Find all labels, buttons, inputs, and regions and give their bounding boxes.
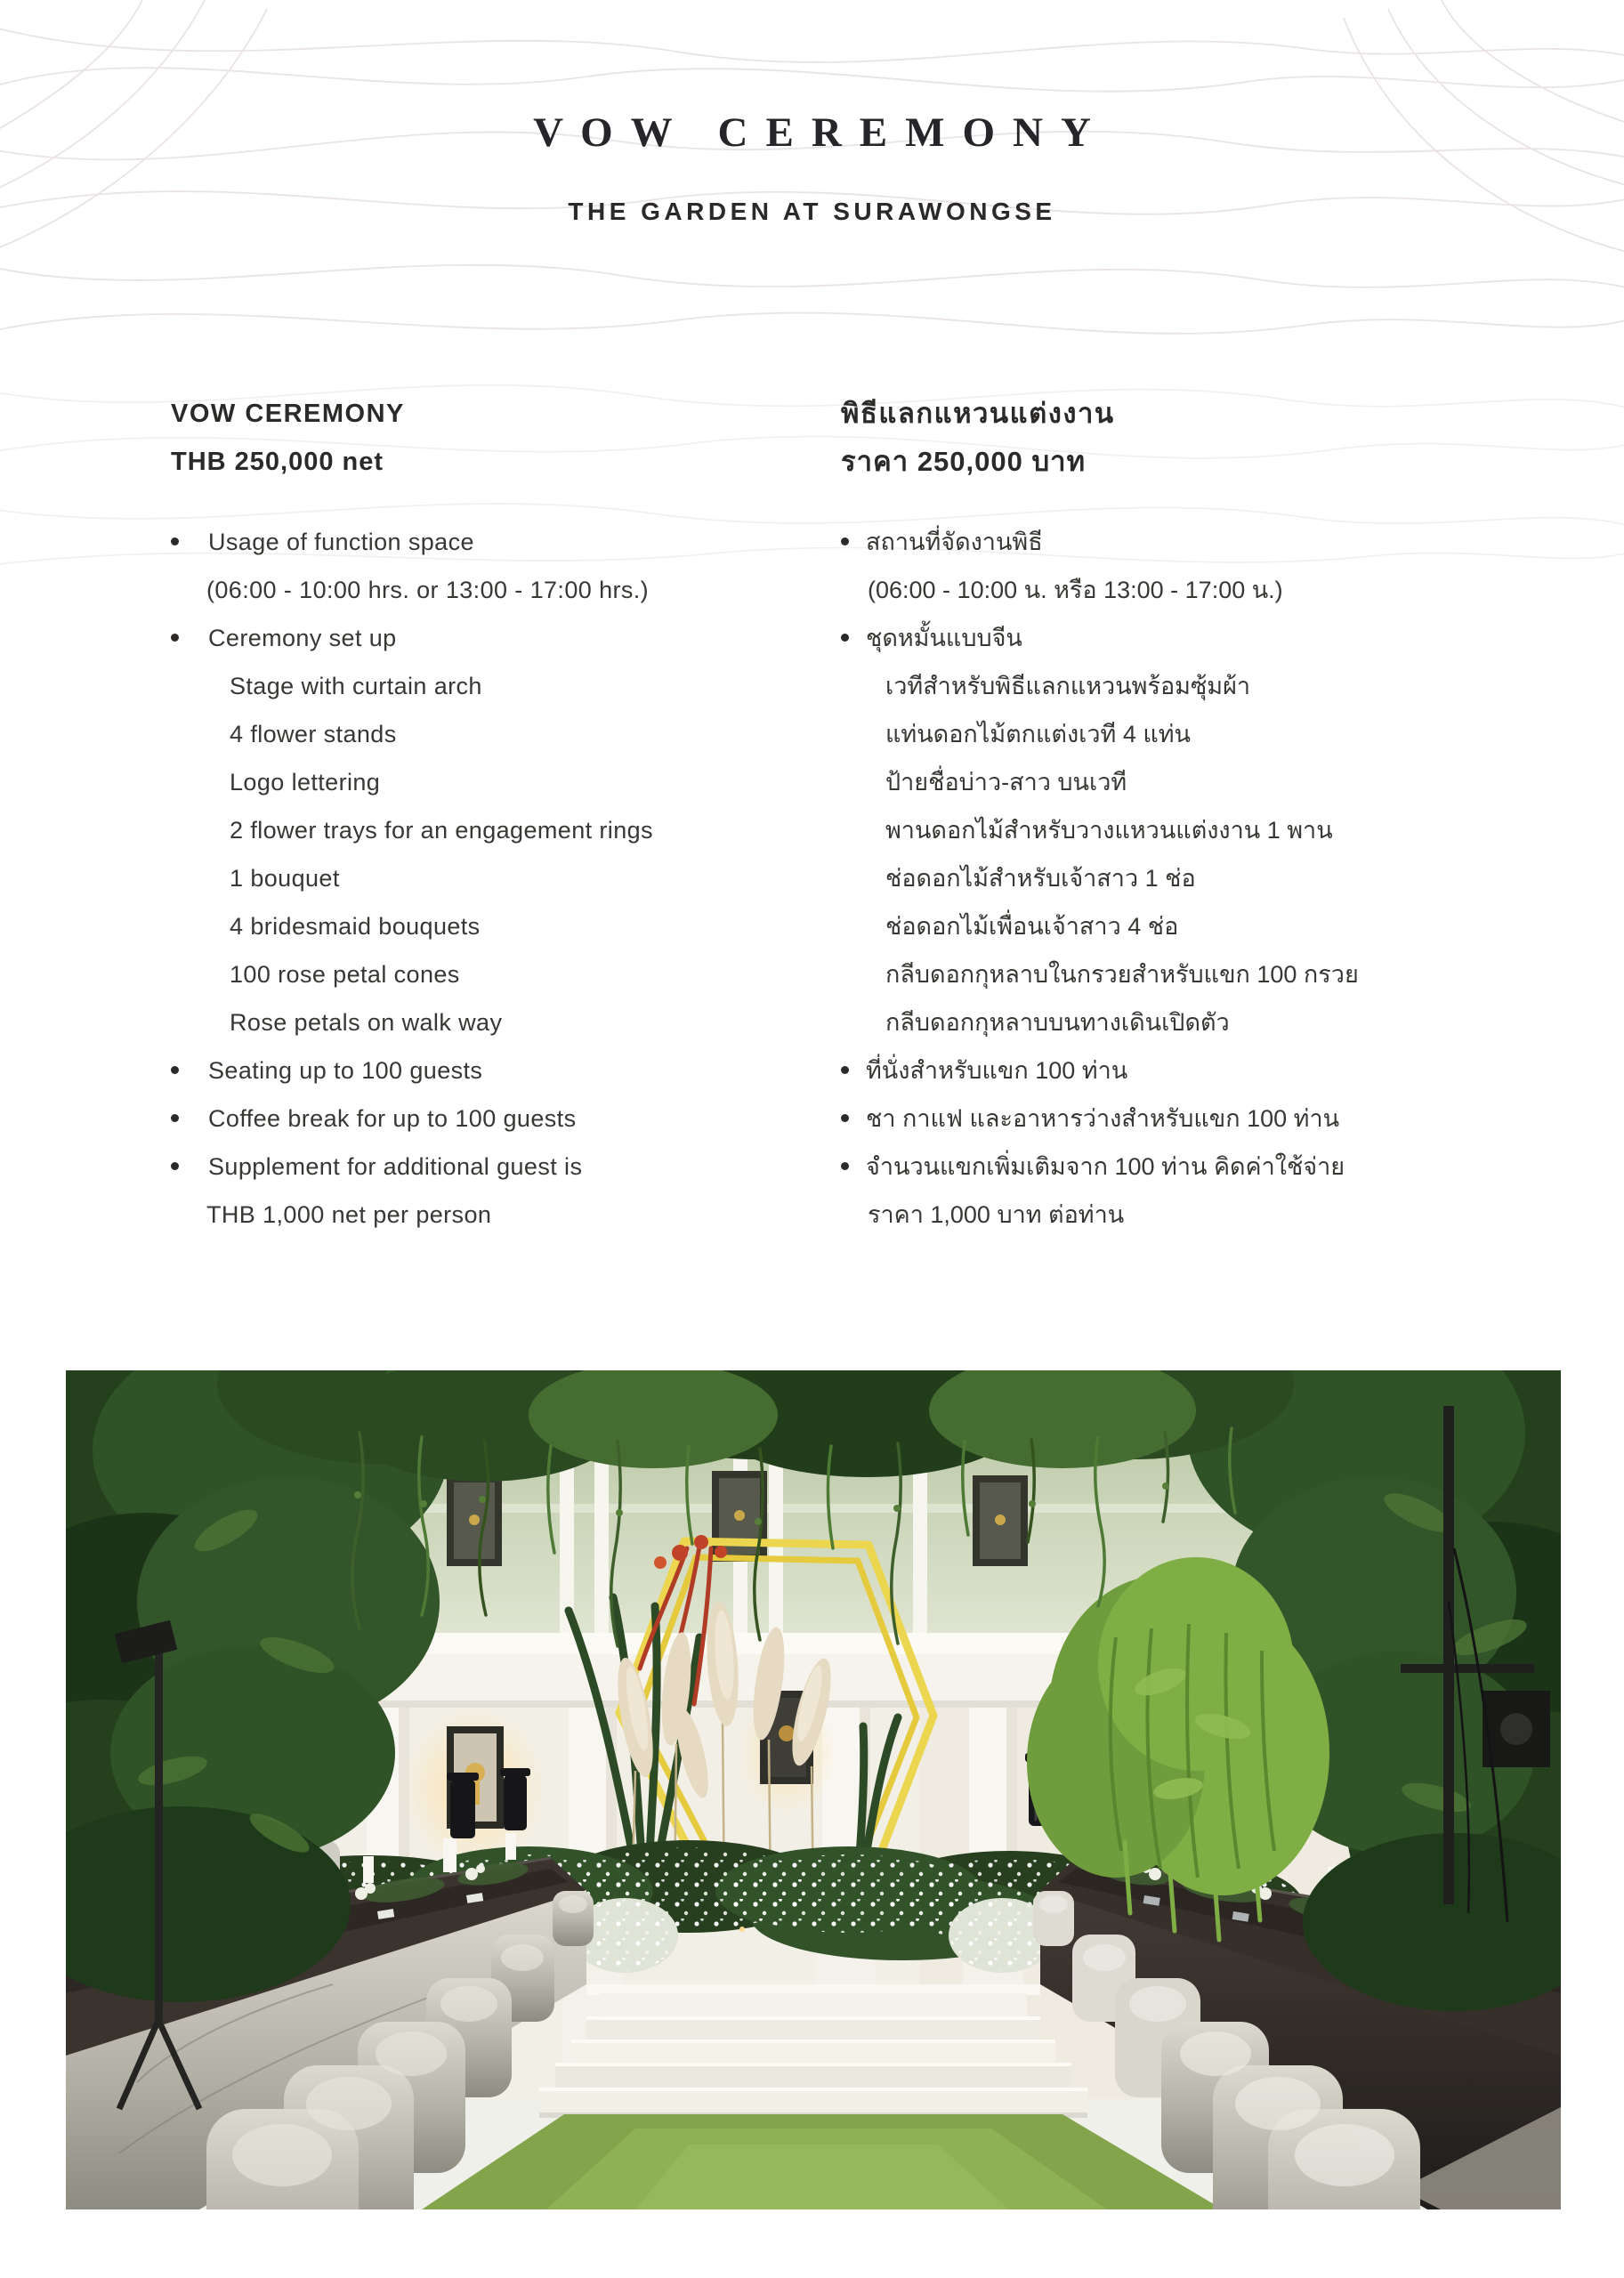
list-item: Rose petals on walk way <box>230 1009 503 1036</box>
list-item: ป้ายชื่อบ่าว-สาว บนเวที <box>885 769 1127 796</box>
garden-ceremony-photo <box>66 1370 1561 2209</box>
list-item: Supplement for additional guest is <box>171 1143 723 1191</box>
list-item: 1 bouquet <box>230 865 340 892</box>
list-item: ราคา 1,000 บาท ต่อท่าน <box>868 1201 1125 1228</box>
list-item: พานดอกไม้สำหรับวางแหวนแต่งงาน 1 พาน <box>885 817 1333 844</box>
list-item: THB 1,000 net per person <box>206 1201 492 1228</box>
page-subtitle: THE GARDEN AT SURAWONGSE <box>568 198 1056 225</box>
list-item: Logo lettering <box>230 769 381 796</box>
list-item: Stage with curtain arch <box>230 673 482 699</box>
package-name-th: พิธีแลกแหวนแต่งงาน <box>841 398 1115 429</box>
list-item: 4 flower stands <box>230 721 397 747</box>
thai-inclusions-list <box>841 518 1499 1239</box>
package-name-en: VOW CEREMONY <box>171 400 405 428</box>
list-item: ชุดหมั้นแบบจีน <box>841 614 1499 662</box>
list-item: Seating up to 100 guests <box>171 1046 723 1095</box>
wave-pattern-decoration <box>0 0 1624 587</box>
list-item: Usage of function space <box>171 518 723 566</box>
stage-steps <box>539 1984 1087 2118</box>
list-item: กลีบดอกกุหลาบบนทางเดินเปิดตัว <box>885 1009 1230 1036</box>
list-item: (06:00 - 10:00 น. หรือ 13:00 - 17:00 น.) <box>868 577 1283 603</box>
english-package-heading <box>171 390 405 486</box>
list-item: 4 bridesmaid bouquets <box>230 913 481 940</box>
thai-package-heading <box>841 390 1115 486</box>
list-item: Coffee break for up to 100 guests <box>171 1095 723 1143</box>
list-item: เวทีสำหรับพิธีแลกแหวนพร้อมซุ้มผ้า <box>885 673 1251 699</box>
list-item: 100 rose petal cones <box>230 961 460 988</box>
list-item: จำนวนแขกเพิ่มเติมจาก 100 ท่าน คิดค่าใช้จ่าย <box>841 1143 1499 1191</box>
list-item: Ceremony set up <box>171 614 723 662</box>
list-item: ที่นั่งสำหรับแขก 100 ท่าน <box>841 1046 1499 1095</box>
package-price-th: ราคา 250,000 บาท <box>841 446 1087 477</box>
list-item: แท่นดอกไม้ตกแต่งเวที 4 แท่น <box>885 721 1191 747</box>
list-item: สถานที่จัดงานพิธี <box>841 518 1499 566</box>
list-item: (06:00 - 10:00 hrs. or 13:00 - 17:00 hrs.) <box>206 577 650 603</box>
list-item: ช่อดอกไม้สำหรับเจ้าสาว 1 ช่อ <box>885 865 1196 892</box>
list-item: 2 flower trays for an engagement rings <box>230 817 653 844</box>
page-title: VOW CEREMONY <box>533 109 1109 156</box>
list-item: ชา กาแฟ และอาหารว่างสำหรับแขก 100 ท่าน <box>841 1095 1499 1143</box>
list-item: ช่อดอกไม้เพื่อนเจ้าสาว 4 ช่อ <box>885 913 1179 940</box>
english-inclusions-list <box>171 518 723 1239</box>
package-price-en: THB 250,000 net <box>171 448 384 476</box>
list-item: กลีบดอกกุหลาบในกรวยสำหรับแขก 100 กรวย <box>885 961 1359 988</box>
